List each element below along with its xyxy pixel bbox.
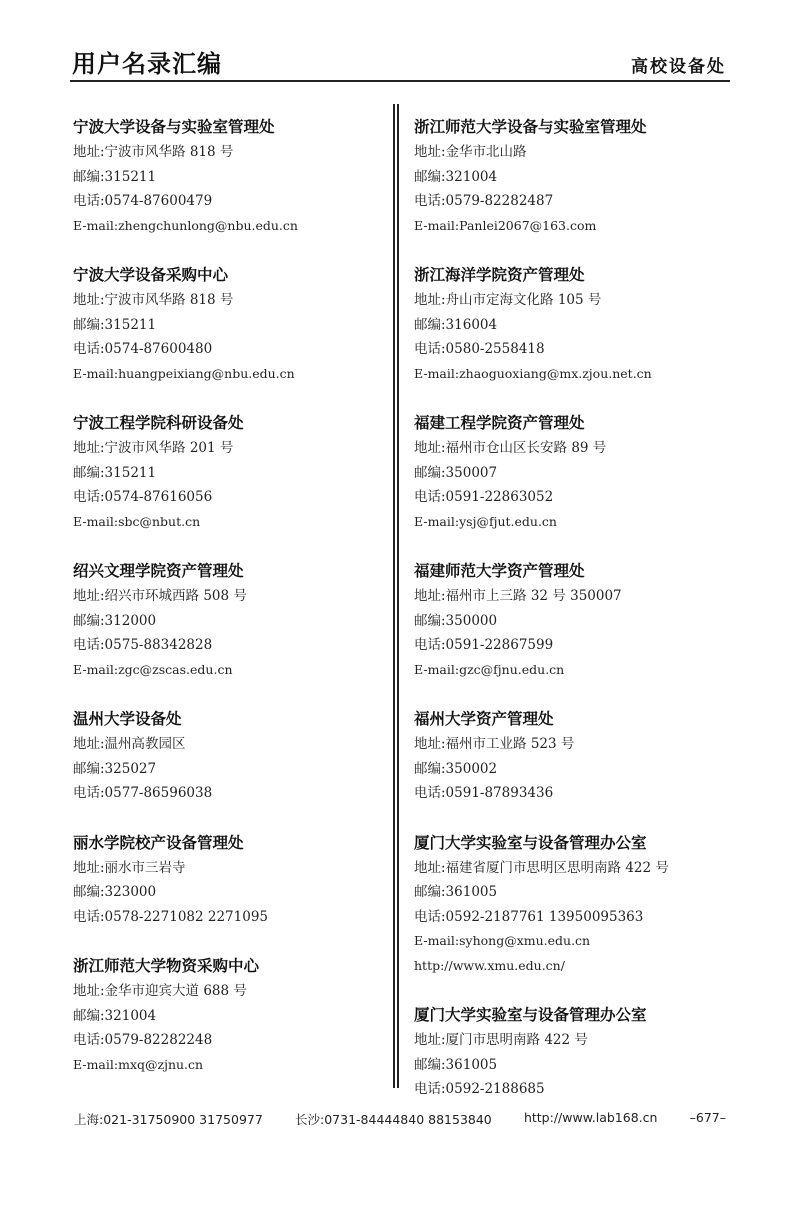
entry-organization-name: 福州大学资产管理处 [414,710,554,728]
directory-entry [414,410,734,534]
entry-postcode: 邮编:321004 [414,168,498,185]
entry-email[interactable]: E-mail:Panlei2067@163.com [414,217,597,233]
right-column [414,114,734,1126]
entry-postcode: 邮编:316004 [414,316,498,333]
entry-email[interactable]: E-mail:sbc@nbut.cn [73,513,201,529]
entry-phone: 电话:0577-86596038 [73,785,213,801]
entry-phone: 电话:0580-2558418 [414,341,545,357]
entry-address: 地址:宁波市风华路 818 号 [73,292,234,308]
entry-address: 地址:福州市工业路 523 号 [414,736,575,752]
directory-entry [73,262,393,386]
entry-address: 地址:温州高教园区 [73,736,186,752]
entry-postcode: 邮编:361005 [414,1056,498,1073]
entry-postcode: 邮编:350002 [414,760,498,777]
entry-address: 地址:福州市上三路 32 号 350007 [414,588,622,604]
page-footer [74,1110,726,1128]
entry-phone: 电话:0579-82282487 [414,193,554,209]
entry-organization-name: 厦门大学实验室与设备管理办公室 [414,1006,647,1024]
entry-email[interactable]: E-mail:zgc@zscas.edu.cn [73,661,233,677]
footer-changsha-phone: 长沙:0731-84444840 88153840 [295,1112,492,1127]
entry-organization-name: 浙江师范大学物资采购中心 [73,957,260,975]
entry-phone: 电话:0591-87893436 [414,785,554,801]
directory-entry [414,1002,734,1102]
entry-phone: 电话:0591-22863052 [414,489,554,505]
directory-entry [73,953,393,1077]
entry-postcode: 邮编:315211 [73,464,157,481]
entry-postcode: 邮编:323000 [73,884,157,900]
entry-organization-name: 宁波大学设备采购中心 [73,266,229,284]
page-header-title: 用户名录汇编 [72,50,222,78]
entry-website-link[interactable]: http://www.xmu.edu.cn/ [414,957,565,973]
footer-shanghai-phone: 上海:021-31750900 31750977 [74,1112,263,1127]
directory-entry [73,558,393,682]
entry-phone: 电话:0574-87600480 [73,341,213,357]
entry-address: 地址:福州市仓山区长安路 89 号 [414,440,607,456]
entry-address: 地址:福建省厦门市思明区思明南路 422 号 [414,859,669,876]
entry-email[interactable]: E-mail:mxq@zjnu.cn [73,1056,204,1072]
entry-email[interactable]: E-mail:zhengchunlong@nbu.edu.cn [73,217,298,233]
entry-address: 地址:宁波市风华路 201 号 [73,440,234,456]
entry-address: 地址:丽水市三岩寺 [73,859,186,876]
entry-phone: 电话:0579-82282248 [73,1032,213,1048]
left-column [73,114,393,1101]
entry-postcode: 邮编:315211 [73,316,157,333]
entry-email[interactable]: E-mail:huangpeixiang@nbu.edu.cn [73,365,295,381]
entry-postcode: 邮编:350000 [414,612,498,629]
page-header-section: 高校设备处 [631,57,726,77]
entry-postcode: 邮编:361005 [414,884,498,900]
entry-organization-name: 厦门大学实验室与设备管理办公室 [414,833,647,852]
header-rule [70,80,730,82]
entry-phone: 电话:0591-22867599 [414,637,554,653]
entry-phone: 电话:0575-88342828 [73,637,213,653]
entry-postcode: 邮编:321004 [73,1007,157,1024]
entry-address: 地址:宁波市风华路 818 号 [73,144,234,160]
entry-postcode: 邮编:350007 [414,464,498,481]
entry-phone: 电话:0574-87600479 [73,193,213,209]
entry-postcode: 邮编:325027 [73,760,157,777]
page-number: –677– [689,1110,726,1125]
entry-address: 地址:金华市北山路 [414,144,527,160]
entry-organization-name: 浙江师范大学设备与实验室管理处 [414,118,647,136]
entry-address: 地址:厦门市思明南路 422 号 [414,1032,588,1048]
entry-organization-name: 浙江海洋学院资产管理处 [414,266,585,284]
entry-address: 地址:舟山市定海文化路 105 号 [414,292,602,308]
entry-email[interactable]: E-mail:syhong@xmu.edu.cn [414,933,591,948]
column-divider [393,104,399,1088]
entry-address: 地址:绍兴市环城西路 508 号 [73,588,247,604]
entry-organization-name: 宁波大学设备与实验室管理处 [73,118,275,136]
directory-entry [73,706,393,806]
entry-organization-name: 绍兴文理学院资产管理处 [73,562,244,580]
directory-entry [414,114,734,238]
directory-entry [414,706,734,806]
entry-address: 地址:金华市迎宾大道 688 号 [73,983,247,999]
entry-email[interactable]: E-mail:gzc@fjnu.edu.cn [414,661,565,677]
entry-organization-name: 福建师范大学资产管理处 [414,562,585,580]
entry-email[interactable]: E-mail:zhaoguoxiang@mx.zjou.net.cn [414,365,652,381]
entry-postcode: 邮编:315211 [73,168,157,185]
entry-phone: 电话:0592-2187761 13950095363 [414,908,644,925]
entry-organization-name: 丽水学院校产设备管理处 [73,833,244,852]
entry-email[interactable]: E-mail:ysj@fjut.edu.cn [414,513,557,529]
entry-phone: 电话:0592-2188685 [414,1081,545,1097]
entry-organization-name: 宁波工程学院科研设备处 [73,414,244,432]
entry-phone: 电话:0574-87616056 [73,489,213,505]
entry-organization-name: 福建工程学院资产管理处 [414,414,585,432]
entry-postcode: 邮编:312000 [73,612,157,629]
directory-entry [414,558,734,682]
directory-entry [73,830,393,930]
directory-entry [73,410,393,534]
directory-entry [414,262,734,386]
entry-organization-name: 温州大学设备处 [73,710,182,728]
footer-website-link[interactable]: http://www.lab168.cn [523,1110,658,1125]
entry-phone: 电话:0578-2271082 2271095 [73,908,269,925]
directory-entry [73,114,393,238]
directory-entry [414,830,734,979]
